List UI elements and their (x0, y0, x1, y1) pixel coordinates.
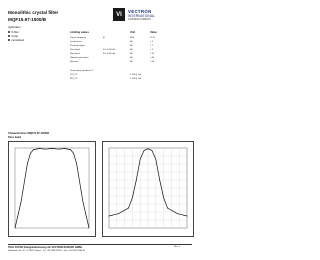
data-point (159, 180, 160, 181)
data-point (89, 228, 90, 229)
data-point (64, 148, 65, 149)
data-point (152, 150, 153, 151)
vectron-logo-subtitle: INTERNATIONAL (128, 14, 155, 18)
footer-company: TELE FILTER Zweigniederlassung der VECTRON EUROPE GMBH (8, 246, 83, 249)
termination-param: R2 || C2 (70, 78, 78, 80)
spec-param: Insertion loss (70, 41, 83, 43)
data-point (58, 149, 59, 150)
data-point (52, 148, 53, 149)
series-line (15, 148, 89, 228)
data-point (27, 164, 28, 165)
vectron-logo-mark: VI (113, 8, 125, 21)
data-point (45, 149, 46, 150)
spec-unit: dB (130, 57, 133, 59)
data-point (136, 180, 137, 181)
spec-value: > 60 (150, 53, 155, 55)
data-point (21, 201, 22, 202)
spec-param: Pass band (70, 49, 80, 51)
spec-cond: f0 (103, 37, 105, 39)
termination-value: 1.5kΩ || 1pF (130, 78, 142, 80)
spec-value: < 1 (150, 45, 153, 47)
termination-param: R1 || C1 (70, 74, 78, 76)
feature-item: 6 pole (8, 35, 24, 39)
termination-value: 1.5kΩ || 1pF (130, 74, 142, 76)
data-point (155, 159, 156, 160)
data-point (70, 149, 71, 150)
spec-value: > 80 (150, 57, 155, 59)
spec-unit: MHz (130, 37, 135, 39)
footer-divider (8, 244, 192, 245)
data-point (76, 164, 77, 165)
vectron-logo-tagline: A DOVER COMPANY (128, 18, 152, 21)
spec-cond: f0 ± 9.00 kHz (103, 53, 116, 55)
product-model: MQF15.97-1500/B (8, 17, 47, 22)
data-point (177, 213, 178, 214)
plot-area (15, 148, 89, 228)
bullet-icon (8, 39, 10, 41)
spec-param: Passband ripple (70, 45, 85, 47)
footer-revision: Rev. 1 (174, 246, 180, 248)
data-point (144, 150, 145, 151)
bullet-icon (8, 31, 10, 33)
feature-list (8, 31, 24, 42)
data-point (39, 148, 40, 149)
spec-value: 15.97 (150, 37, 156, 39)
spec-header-value: Value (150, 31, 157, 34)
product-title: Monolithic crystal filter (8, 10, 59, 15)
spec-param: Stop band (70, 53, 80, 55)
data-point (148, 148, 149, 149)
feature-item: narrowband (8, 39, 24, 43)
spec-header-unit: Unit (130, 31, 136, 34)
bullet-icon (8, 35, 10, 37)
spec-unit: dB (130, 41, 133, 43)
data-point (187, 216, 188, 217)
data-point (73, 153, 74, 154)
data-point (140, 159, 141, 160)
termination-heading: Terminating impedance Z (70, 70, 94, 72)
spec-param: Ultimate attenuation (70, 57, 89, 59)
spec-unit: dB (130, 53, 133, 55)
data-point (109, 216, 110, 217)
data-point (128, 208, 129, 209)
spec-unit: dB (130, 49, 133, 51)
data-point (15, 228, 16, 229)
data-point (118, 213, 119, 214)
data-point (167, 208, 168, 209)
data-point (132, 197, 133, 198)
passband-heading: Pass band (8, 136, 21, 139)
feature-item: IF filter (8, 31, 24, 35)
passband-chart (9, 142, 95, 236)
data-point (33, 149, 34, 150)
data-point (163, 197, 164, 198)
spec-value: < 4 (150, 41, 153, 43)
spec-header-param: Limiting values (70, 31, 89, 34)
spec-param: Centre frequency (70, 37, 86, 39)
spec-unit: dB (130, 45, 133, 47)
footer-address: Potsdamer Str. 18 · D-14513 Teltow · Tel. +49 3328 4784-0 · Fax +49 3328 4784-30 (8, 250, 86, 252)
stopband-chart (103, 142, 193, 236)
spec-value: > 60 (150, 61, 155, 63)
spec-cond: f0 ± 3.00 kHz (103, 49, 116, 51)
vectron-logo-name: VECTRON (128, 9, 152, 14)
application-heading: Application (8, 26, 21, 29)
data-point (82, 201, 83, 202)
passband-chart-frame (8, 141, 96, 237)
spec-param: Spurious (70, 61, 79, 63)
characteristics-heading: Characteristics MQF15.97-1500/B (8, 132, 49, 135)
data-point (30, 153, 31, 154)
spec-unit: dB (130, 61, 133, 63)
spec-value: < 3 (150, 49, 153, 51)
stopband-chart-frame (102, 141, 194, 237)
